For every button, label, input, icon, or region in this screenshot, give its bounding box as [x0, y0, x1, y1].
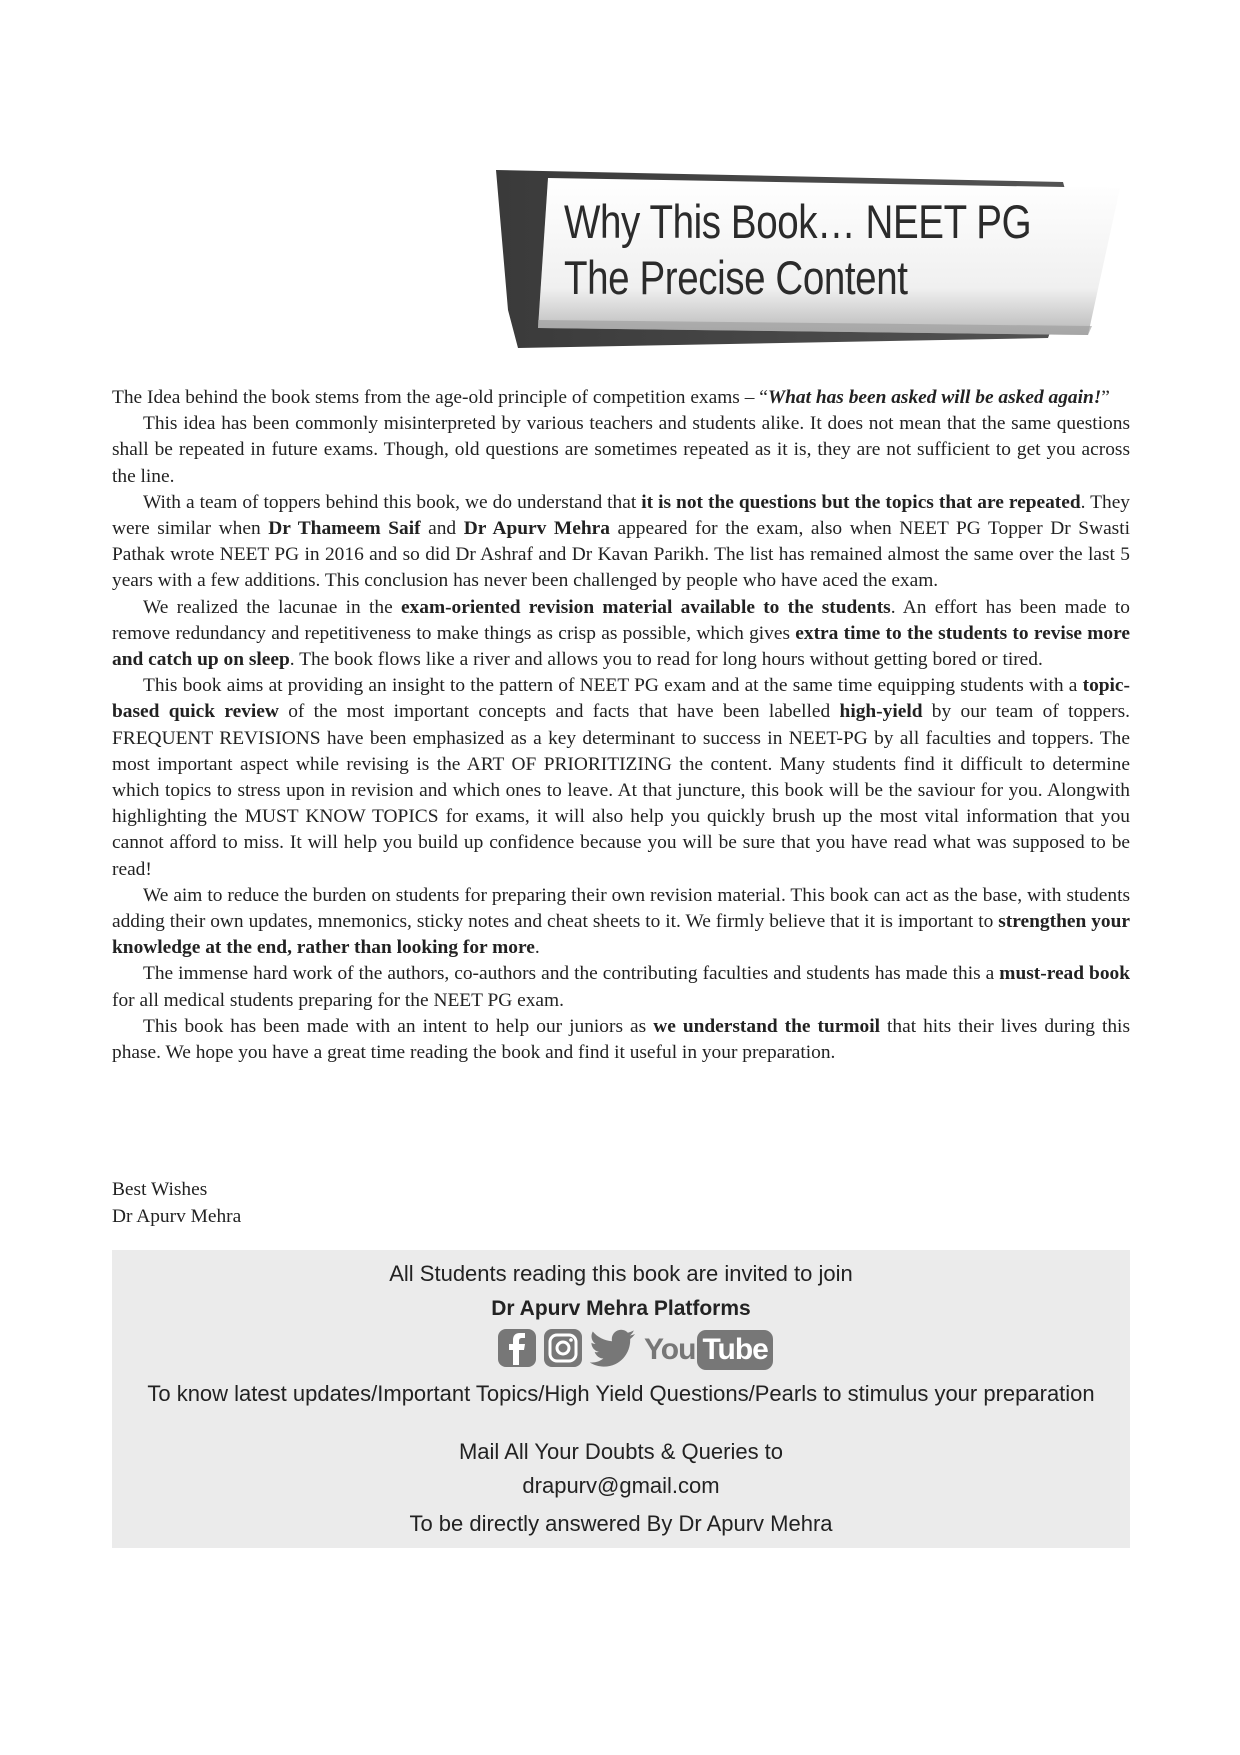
text-run: for all medical students preparing for the NEET PG exam. [112, 989, 564, 1011]
text-run: With a team of toppers behind this book, we do understand that [143, 491, 642, 513]
invite-box [112, 1250, 1130, 1548]
twitter-icon[interactable] [590, 1329, 636, 1372]
text-run: We aim to reduce the burden on students for preparing their own revision material. This book can act as the base, with students adding their own updates, mnemonics, sticky notes and cheat sheets to it. We firmly believe that it is important to [112, 884, 1130, 933]
paragraph [112, 961, 1130, 1013]
page-title [564, 194, 1031, 306]
text-run: The Idea behind the book stems from the age-old principle of competition exams – “ [112, 387, 768, 408]
facebook-icon[interactable] [498, 1329, 536, 1372]
youtube-icon[interactable] [644, 1330, 773, 1370]
signature-name: Dr Apurv Mehra [112, 1206, 242, 1227]
bold-text: exam-oriented revision material available to the students [400, 596, 891, 618]
text-run: . An effort has been made to remove redundancy and repetitiveness to make things as crisp as possible, which gives [112, 596, 1130, 644]
bold-text: extra time to the students to revise more and catch up on sleep [112, 622, 1130, 671]
signature [112, 1176, 241, 1230]
bold-text: high-yield [839, 701, 923, 723]
text-run: . [534, 937, 540, 959]
updates-text: To know latest updates/Important Topics/High Yield Questions/Pearls to stimulus your preparation [147, 1381, 1095, 1406]
text-run: This book aims at providing an insight to the pattern of NEET PG exam and at the same time equipping students with a [143, 675, 1083, 697]
bold-text: Dr Apurv Mehra [463, 518, 610, 540]
bold-italic-text: What has been asked will be asked again! [767, 387, 1102, 408]
text-run: . The book flows like a river and allows you to read for long hours without getting bored or tired. [289, 649, 1043, 671]
bold-text: it is not the questions but the topics that are repeated [641, 491, 1081, 513]
text-run: appeared for the exam, also when NEET PG Topper Dr Swasti Pathak wrote NEET PG in 2016 and so did Dr Ashraf and Dr Kavan Parikh. The list has remained almost the same over the last 5 years with a few additions. This conclusion has never been challenged by people who have aced the exam. [112, 518, 1130, 592]
text-run: of the most important concepts and facts that have been labelled [278, 701, 840, 723]
bold-text: must-read book [999, 963, 1130, 985]
text-run: by our team of toppers. FREQUENT REVISIONS have been emphasized as a key determinant to success in NEET-PG by all faculties and toppers. The most important aspect while revising is the ART OF PRIORITIZING the content. Many students find it difficult to determine which topics to stress upon in revision and which ones to leave. At that juncture, this book will be the saviour for you. Alongwith highlighting the MUST KNOW TOPICS for exams, it will also help you quickly brush up the most vital information that you cannot afford to miss. It will help you build up confidence because you will be sure that you have read what was supposed to be read! [112, 701, 1131, 880]
paragraph [112, 883, 1130, 962]
bold-text: we understand the turmoil [653, 1015, 880, 1037]
title-line-2: The Precise Content [564, 251, 908, 304]
body-text [112, 385, 1130, 1066]
answer-text: To be directly answered By Dr Apurv Mehra [409, 1511, 833, 1536]
paragraph [112, 595, 1130, 674]
paragraph [112, 385, 1130, 411]
bold-text: strengthen your knowledge at the end, rather than looking for more [112, 911, 1130, 959]
social-icons [498, 1327, 773, 1373]
paragraph [112, 411, 1130, 490]
email-link[interactable]: drapurv@gmail.com [522, 1473, 720, 1498]
text-run: The immense hard work of the authors, co-authors and the contributing faculties and students has made this a [143, 963, 1000, 985]
paragraph [112, 673, 1130, 883]
youtube-tube-text: Tube [697, 1330, 772, 1370]
text-run: that hits their lives during this phase. We hope you have a great time reading the book and find it useful in your preparation. [112, 1015, 1130, 1064]
signature-greeting: Best Wishes [112, 1179, 208, 1200]
youtube-you-text: You [644, 1333, 696, 1366]
bold-text: topic-based quick review [112, 675, 1130, 723]
mail-label: Mail All Your Doubts & Queries to [458, 1439, 784, 1464]
bold-text: Dr Thameem Saif [268, 518, 421, 540]
instagram-icon[interactable] [544, 1329, 582, 1372]
paragraph [112, 1014, 1130, 1066]
paragraph [112, 490, 1130, 595]
text-run: ” [1101, 387, 1110, 408]
text-run: We realized the lacunae in the [143, 596, 401, 618]
platform-name: Dr Apurv Mehra Platforms [491, 1297, 751, 1320]
invite-text: All Students reading this book are invited to join [389, 1261, 853, 1286]
text-run: and [420, 518, 464, 540]
title-banner [488, 160, 1138, 360]
text-run: This book has been made with an intent to help our juniors as [143, 1015, 654, 1037]
title-line-1: Why This Book… NEET PG [564, 195, 1032, 248]
text-run: . They were similar when [112, 491, 1130, 540]
text-run: This idea has been commonly misinterpreted by various teachers and students alike. It does not mean that the same questions shall be repeated in future exams. Though, old questions are sometimes repeated as it is, they are not sufficient to get you across the line. [112, 413, 1130, 487]
